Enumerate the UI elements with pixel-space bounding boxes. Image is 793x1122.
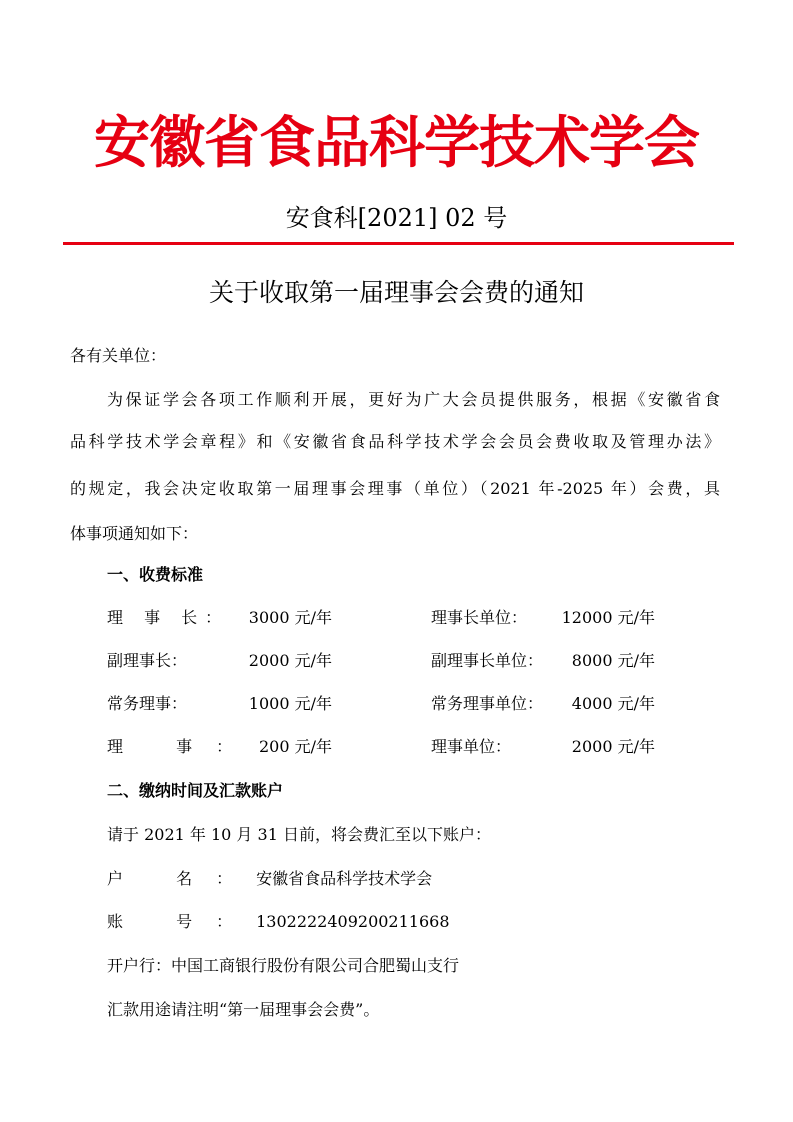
intro-line: 体事项通知如下： [70, 524, 199, 543]
fee-right-label: 副理事长单位： [431, 651, 544, 670]
account-name-row [107, 864, 432, 894]
red-rule [63, 242, 734, 245]
account-number-value: 1302222409200211668 [256, 912, 450, 931]
fee-left-amount: 2000 元/年 [248, 651, 332, 670]
section-heading-payment: 二、缴纳时间及汇款账户 [107, 781, 284, 800]
fee-right-label: 理事单位： [431, 737, 512, 756]
fee-left-label: 副理事长： [107, 651, 188, 670]
notice-title: 关于收取第一届理事会会费的通知 [208, 278, 584, 307]
fee-left-label: 常务理事： [107, 694, 188, 713]
account-name-label: 户 名： [107, 869, 257, 888]
fee-left-amount: 200 元/年 [258, 737, 332, 756]
remittance-remark: 汇款用途请注明“第一届理事会会费”。 [107, 1000, 380, 1019]
fee-right-amount: 8000 元/年 [571, 651, 655, 670]
doc-number: 安食科[2021] 02 号 [285, 204, 508, 232]
fee-left-amount: 1000 元/年 [248, 694, 332, 713]
intro-line: 的规定，我会决定收取第一届理事会理事（单位）（2021 年-2025 年）会费，具 [70, 479, 720, 498]
fee-left-label: 理 事： [107, 737, 257, 756]
intro-line: 品科学技术学会章程》和《安徽省食品科学技术学会会员会费收取及管理办法》 [70, 432, 720, 451]
fee-left-amount: 3000 元/年 [248, 608, 332, 627]
fee-right-amount: 2000 元/年 [571, 737, 655, 756]
salutation: 各有关单位： [70, 346, 167, 365]
bank-line: 开户行：中国工商银行股份有限公司合肥蜀山支行 [107, 956, 460, 975]
section-heading-fee-standard: 一、收费标准 [107, 565, 204, 584]
fee-right-label: 理事长单位： [431, 608, 528, 627]
fee-right-label: 常务理事单位： [431, 694, 544, 713]
payment-deadline: 请于 2021 年 10 月 31 日前，将会费汇至以下账户： [107, 825, 491, 844]
account-name-value: 安徽省食品科学技术学会 [256, 869, 433, 888]
intro-line: 为保证学会各项工作顺利开展，更好为广大会员提供服务，根据《安徽省食 [107, 390, 720, 409]
fee-right-amount: 12000 元/年 [561, 608, 655, 627]
fee-right-amount: 4000 元/年 [571, 694, 655, 713]
fee-left-label: 理 事 长： [107, 608, 230, 627]
org-title: 安徽省食品科学技术学会 [94, 111, 699, 176]
account-number-row [107, 907, 450, 937]
account-number-label: 账 号： [107, 912, 257, 931]
